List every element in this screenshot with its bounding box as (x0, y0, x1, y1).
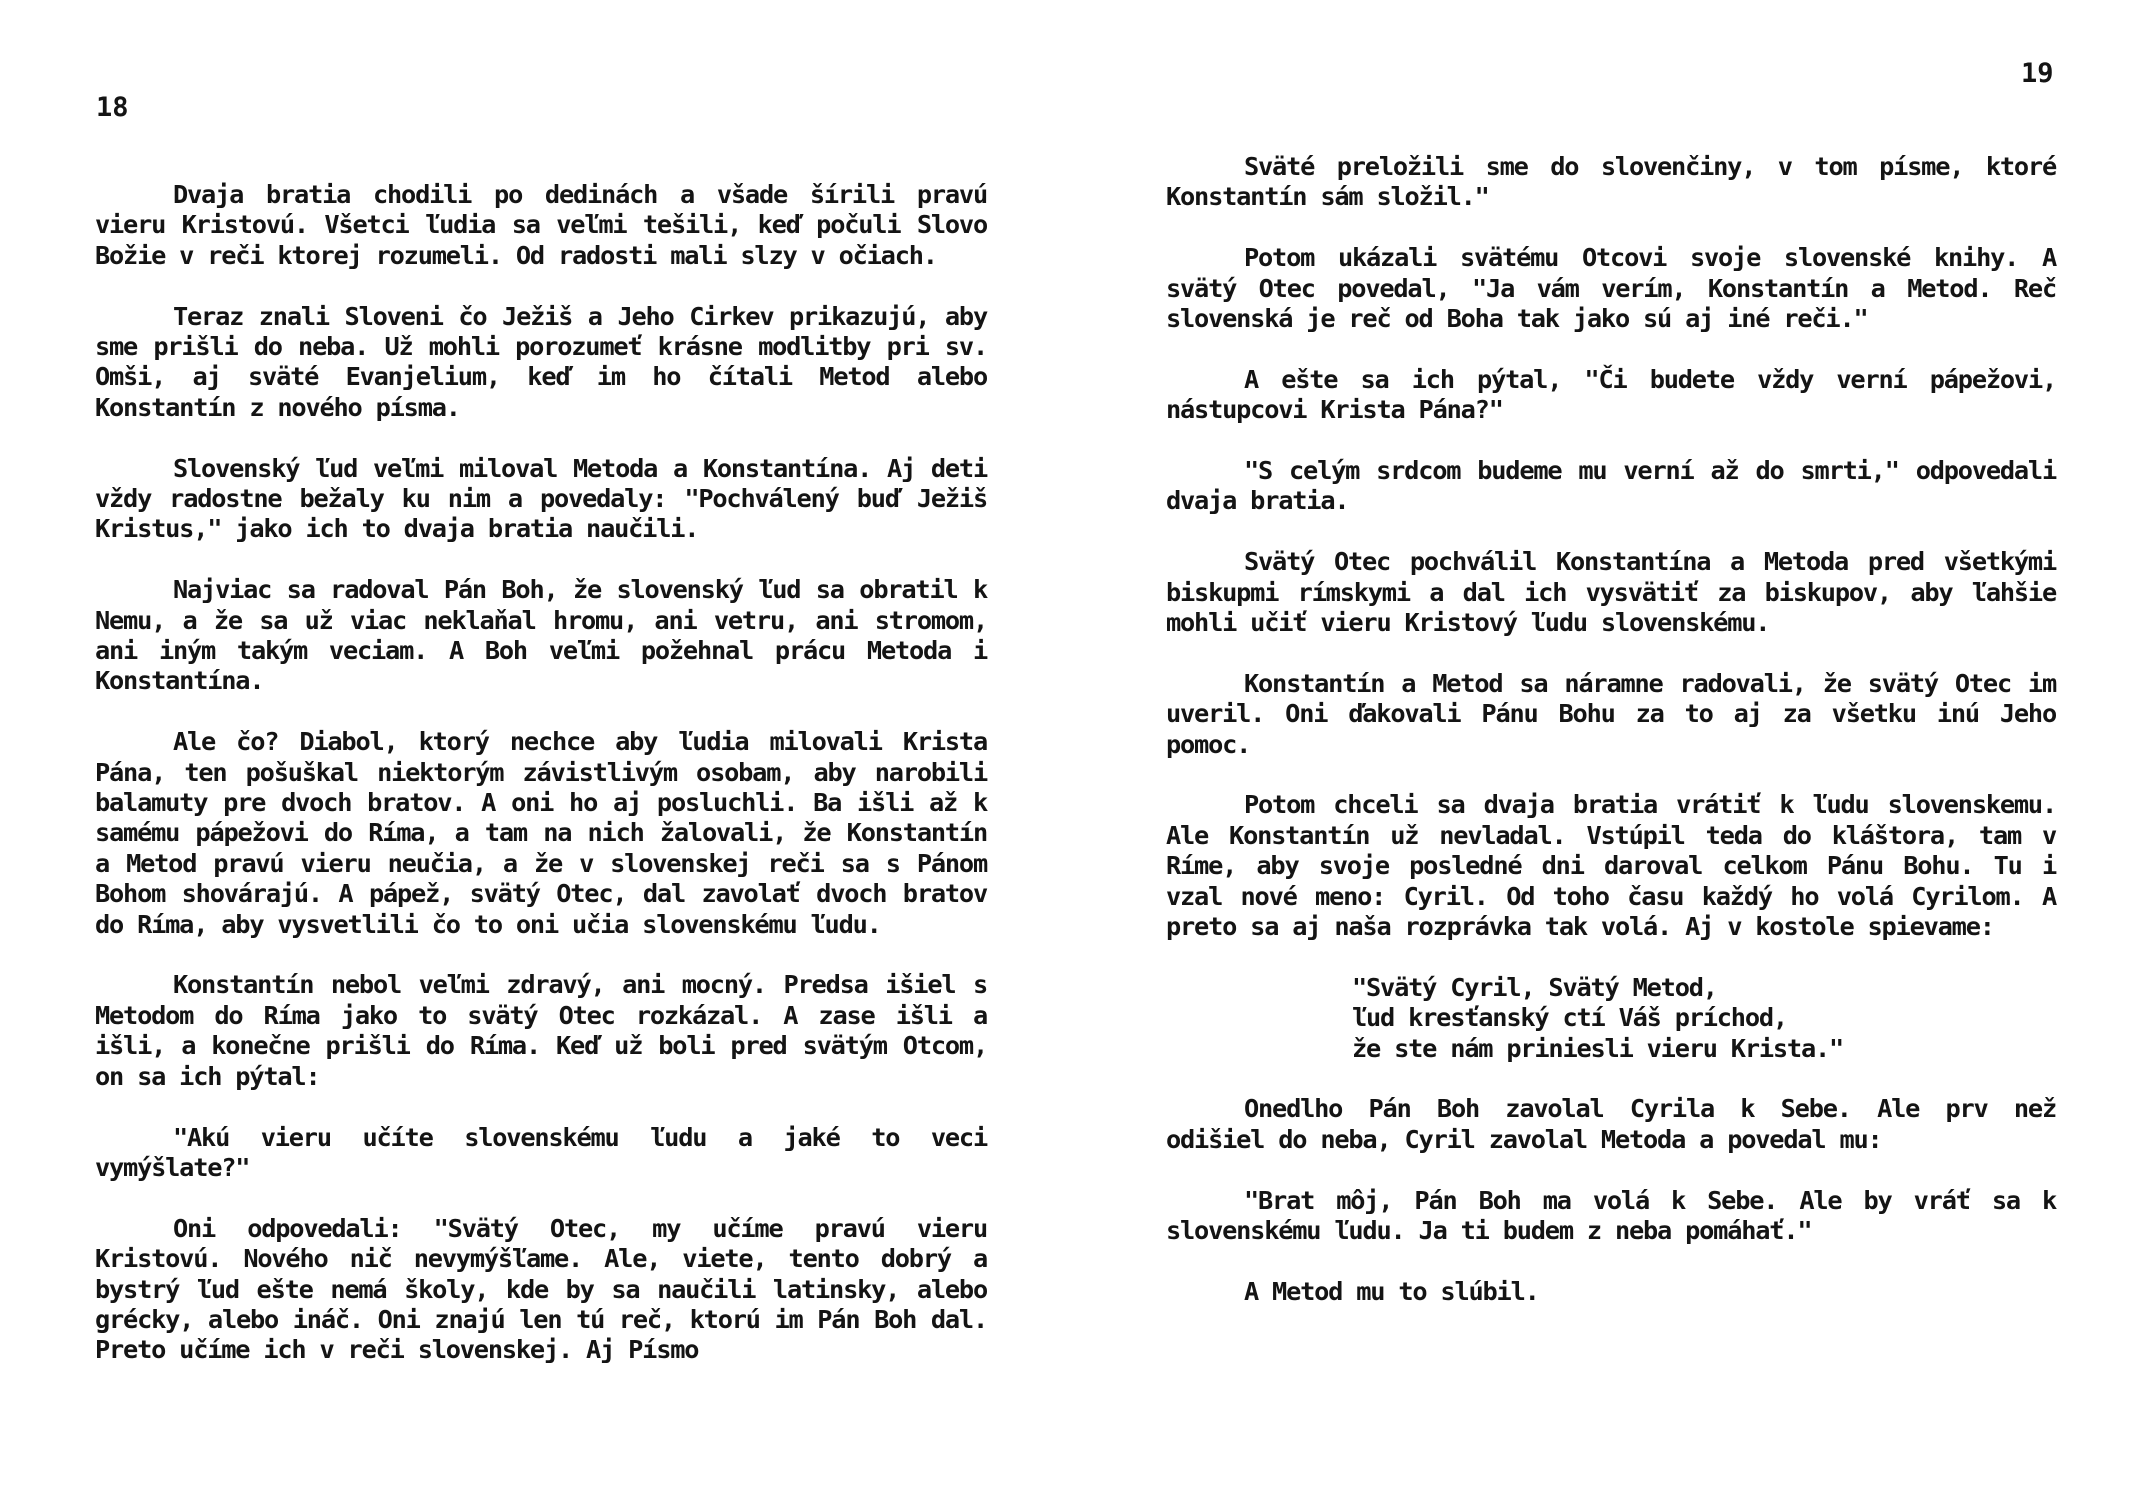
paragraph: "Akú vieru učíte slovenskému ľudu a jaké to veci vymýšlate?" (95, 1122, 987, 1182)
paragraph: "S celým srdcom budeme mu verní až do smrti," odpovedali dvaja bratia. (1166, 456, 2056, 516)
hymn-line: že ste nám priniesli vieru Krista." (1352, 1033, 1844, 1063)
paragraph: Teraz znali Sloveni čo Ježiš a Jeho Cirkev prikazujú, aby sme prišli do neba. Už mohli porozumeť krásne modlitby pri sv. Omši, aj sväté Evanjelium, keď im ho čítali Metod alebo Konstantín z nového písma. (95, 301, 987, 422)
paragraph: Konstantín nebol veľmi zdravý, ani mocný. Predsa išiel s Metodom do Ríma jako to svätý Otec rozkázal. A zase išli a išli, a konečne prišli do Ríma. Keď už boli pred svätým Otcom, on sa ich pýtal: (95, 970, 987, 1091)
paragraph: "Brat môj, Pán Boh ma volá k Sebe. Ale by vráť sa k slovenskému ľudu. Ja ti budem z neba pomáhať." (1166, 1185, 2056, 1246)
paragraph: Sväté preložili sme do slovenčiny, v tom písme, ktoré Konstantín sám složil." (1166, 152, 2056, 212)
paragraph: Potom chceli sa dvaja bratia vrátiť k ľudu slovenskemu. Ale Konstantín už nevladal. Vstúpil teda do kláštora, tam v Ríme, aby svoje posledné dni daroval celkom Pánu Bohu. Tu i vzal nové meno: Cyril. Od toho času každý ho volá Cyrilom. A preto sa aj naša rozprávka tak volá. Aj v kostole spievame: (1166, 790, 2056, 942)
paragraph: Konstantín a Metod sa náramne radovali, že svätý Otec im uveril. Oni ďakovali Pánu Bohu za to aj za všetku inú Jeho pomoc. (1166, 668, 2056, 759)
paragraph: Slovenský ľud veľmi miloval Metoda a Konstantína. Aj deti vždy radostne bežaly ku nim a povedaly: "Pochválený buď Ježiš Kristus," jako ich to dvaja bratia naučili. (95, 453, 987, 544)
paragraph: Ale čo? Diabol, ktorý nechce aby ľudia milovali Krista Pána, ten pošuškal niektorým závistlivým osobam, aby narobili balamuty pre dvoch bratov. A oni ho aj posluchli. Ba išli až k samému pápežovi do Ríma, a tam na nich žalovali, že Konstantín a Metod pravú vieru neučia, a že v slovenskej reči sa s Pánom Bohom shovárajú. A pápež, svätý Otec, dal zavolať dvoch bratov do Ríma, aby vysvetlili čo to oni učia slovenskému ľudu. (95, 727, 987, 939)
page-text (95, 180, 987, 1396)
right-page (1071, 0, 2142, 1500)
hymn-quote (1166, 973, 2056, 1064)
paragraph: Potom ukázali svätému Otcovi svoje slovenské knihy. A svätý Otec povedal, "Ja vám verím, Konstantín a Metod. Reč slovenská je reč od Boha tak jako sú aj iné reči." (1166, 243, 2056, 334)
paragraph: A ešte sa ich pýtal, "Či budete vždy verní pápežovi, nástupcovi Krista Pána?" (1166, 364, 2056, 425)
hymn-line: ľud kresťanský ctí Váš príchod, (1352, 1003, 1787, 1033)
page-text (1166, 152, 2056, 1338)
page-number: 18 (96, 92, 129, 123)
paragraph: Najviac sa radoval Pán Boh, že slovenský ľud sa obratil k Nemu, a že sa už viac neklaňal hromu, ani vetru, ani stromom, ani iným takým veciam. A Boh veľmi požehnal prácu Metoda i Konstantína. (95, 575, 987, 696)
paragraph: Oni odpovedali: "Svätý Otec, my učíme pravú vieru Kristovú. Nového nič nevymýšľame. Ale, viete, tento dobrý a bystrý ľud ešte nemá školy, kde by sa naučili latinsky, alebo grécky, alebo ináč. Oni znajú len tú reč, ktorú im Pán Boh dal. Preto učíme ich v reči slovenskej. Aj Písmo (95, 1213, 987, 1365)
paragraph: Dvaja bratia chodili po dedinách a všade šírili pravú vieru Kristovú. Všetci ľudia sa veľmi tešili, keď počuli Slovo Božie v reči ktorej rozumeli. Od radosti mali slzy v očiach. (95, 180, 987, 270)
paragraph: Svätý Otec pochválil Konstantína a Metoda pred všetkými biskupmi rímskymi a dal ich vysvätiť za biskupov, aby ľahšie mohli učiť vieru Kristový ľudu slovenskému. (1166, 547, 2056, 638)
paragraph: A Metod mu to slúbil. (1244, 1276, 1539, 1306)
hymn-line: "Svätý Cyril, Svätý Metod, (1352, 972, 1717, 1002)
page-number: 19 (2021, 58, 2054, 89)
paragraph: Onedlho Pán Boh zavolal Cyrila k Sebe. Ale prv než odišiel do neba, Cyril zavolal Metoda a povedal mu: (1166, 1094, 2056, 1154)
